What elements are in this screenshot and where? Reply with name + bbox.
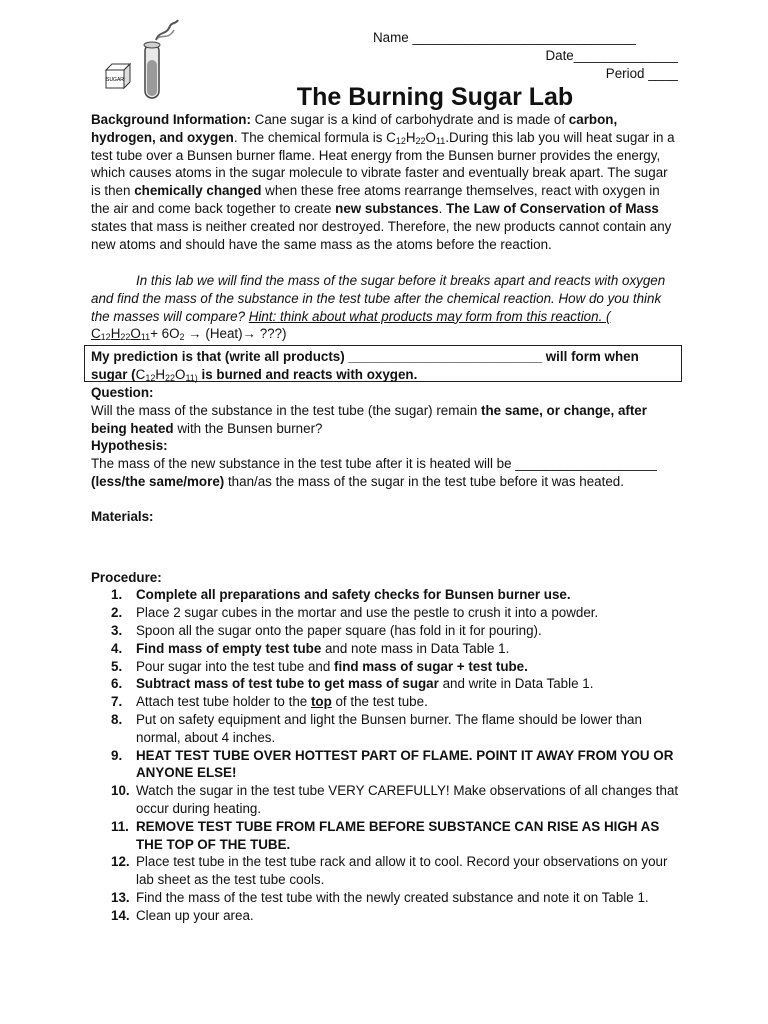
period-line: Period ____ [605, 66, 678, 81]
procedure-step: 6. Subtract mass of test tube to get mass of sugar and write in Data Table 1. [111, 676, 594, 692]
procedure-step: 13. Find the mass of the test tube with the newly created substance and note it on Table 1. [111, 889, 649, 905]
procedure-step: 11. REMOVE TEST TUBE FROM FLAME BEFORE SUBSTANCE CAN RISE AS HIGH AS THE TOP OF THE TUBE. [111, 818, 660, 852]
procedure-step: 4. Find mass of empty test tube and note mass in Data Table 1. [111, 640, 510, 656]
procedure-step: 9. HEAT TEST TUBE OVER HOTTEST PART OF FLAME. POINT IT AWAY FROM YOU OR ANYONE ELSE! [111, 747, 674, 781]
procedure-step: 5. Pour sugar into the test tube and find mass of sugar + test tube. [111, 658, 528, 674]
svg-text:SUGAR: SUGAR [106, 77, 124, 83]
procedure-step: 8. Put on safety equipment and light the Bunsen burner. The flame should be lower than normal, about 4 inches. [111, 711, 642, 745]
hypothesis-text[interactable]: The mass of the new substance in the test tube after it is heated will be ___________________ (less/the same/more) than/as the mass of the sugar in the test tube before it was heated. [91, 456, 657, 489]
prediction-box[interactable]: My prediction is that (write all products) __________________________ will form when sugar ($C_{12}H_{22}O_{11)}$ is burned and reacts with oxygen. [84, 345, 682, 382]
hypothesis-heading: Hypothesis: [91, 438, 168, 454]
background-label: Background Information: [91, 112, 251, 127]
procedure-step: 14. Clean up your area. [111, 907, 254, 923]
name-line: Name ______________________________ [373, 30, 636, 45]
intro-paragraph: In this lab we will find the mass of the sugar before it breaks apart and reacts with oxygen and find the mass of the substance in the test tube after the chemical reaction. How do you think the masses will compare? Hint: think about what products may form from this reaction. ( $C_{12}H_{22}O_{11}+ 6O_2$ → (Heat)→ ???) [91, 273, 666, 343]
materials-heading: Materials: [91, 508, 154, 524]
procedure-step: 2. Place 2 sugar cubes in the mortar and use the pestle to crush it into a powder. [111, 605, 599, 621]
background-paragraph: Background Information: Cane sugar is a kind of carbohydrate and is made of carbon, hydrogen, and oxygen. The chemical formula is $C_{12}H_{22}O_{11}.During$ this lab you will heat sugar in a test tube over a Bunsen burner flame. Heat energy from the Bunsen burner provides the energy, which causes atoms in the sugar molecule to vibrate faster and eventually break apart. The sugar is then chemically changed when these free atoms rearrange themselves, react with oxygen in the air and come back together to create new substances. The Law of Conservation of Mass states that mass is neither created nor destroyed. Therefore, the new products cannot contain any new atoms and should have the same mass as the atoms before the reaction. [91, 112, 675, 252]
date-line: Date______________ [545, 48, 678, 63]
procedure-step: 1. Complete all preparations and safety checks for Bunsen burner use. [111, 587, 571, 603]
page-title: The Burning Sugar Lab [296, 83, 574, 111]
lab-body [91, 384, 679, 925]
procedure-list [91, 586, 679, 924]
procedure-step: 10. Watch the sugar in the test tube VERY CAREFULLY! Make observations of all changes that occur during heating. [111, 783, 679, 816]
question-heading: Question: [91, 385, 154, 400]
procedure-step: 12. Place test tube in the test tube rack and allow it to cool. Record your observations on your lab sheet as the test tube cools. [111, 854, 668, 888]
procedure-step: 7. Attach test tube holder to the top of the test tube. [111, 694, 428, 710]
question-text: Will the mass of the substance in the test tube (the sugar) remain the same, or change, after being heated with the Bunsen burner? [91, 402, 647, 436]
hint-text: Hint: think about what products may form from this reaction. ( $C_{12}H_{22}O_{11}$ [91, 308, 611, 343]
procedure-heading: Procedure: [91, 569, 162, 585]
procedure-step: 3. Spoon all the sugar onto the paper square (has fold in it for pouring). [111, 622, 542, 638]
